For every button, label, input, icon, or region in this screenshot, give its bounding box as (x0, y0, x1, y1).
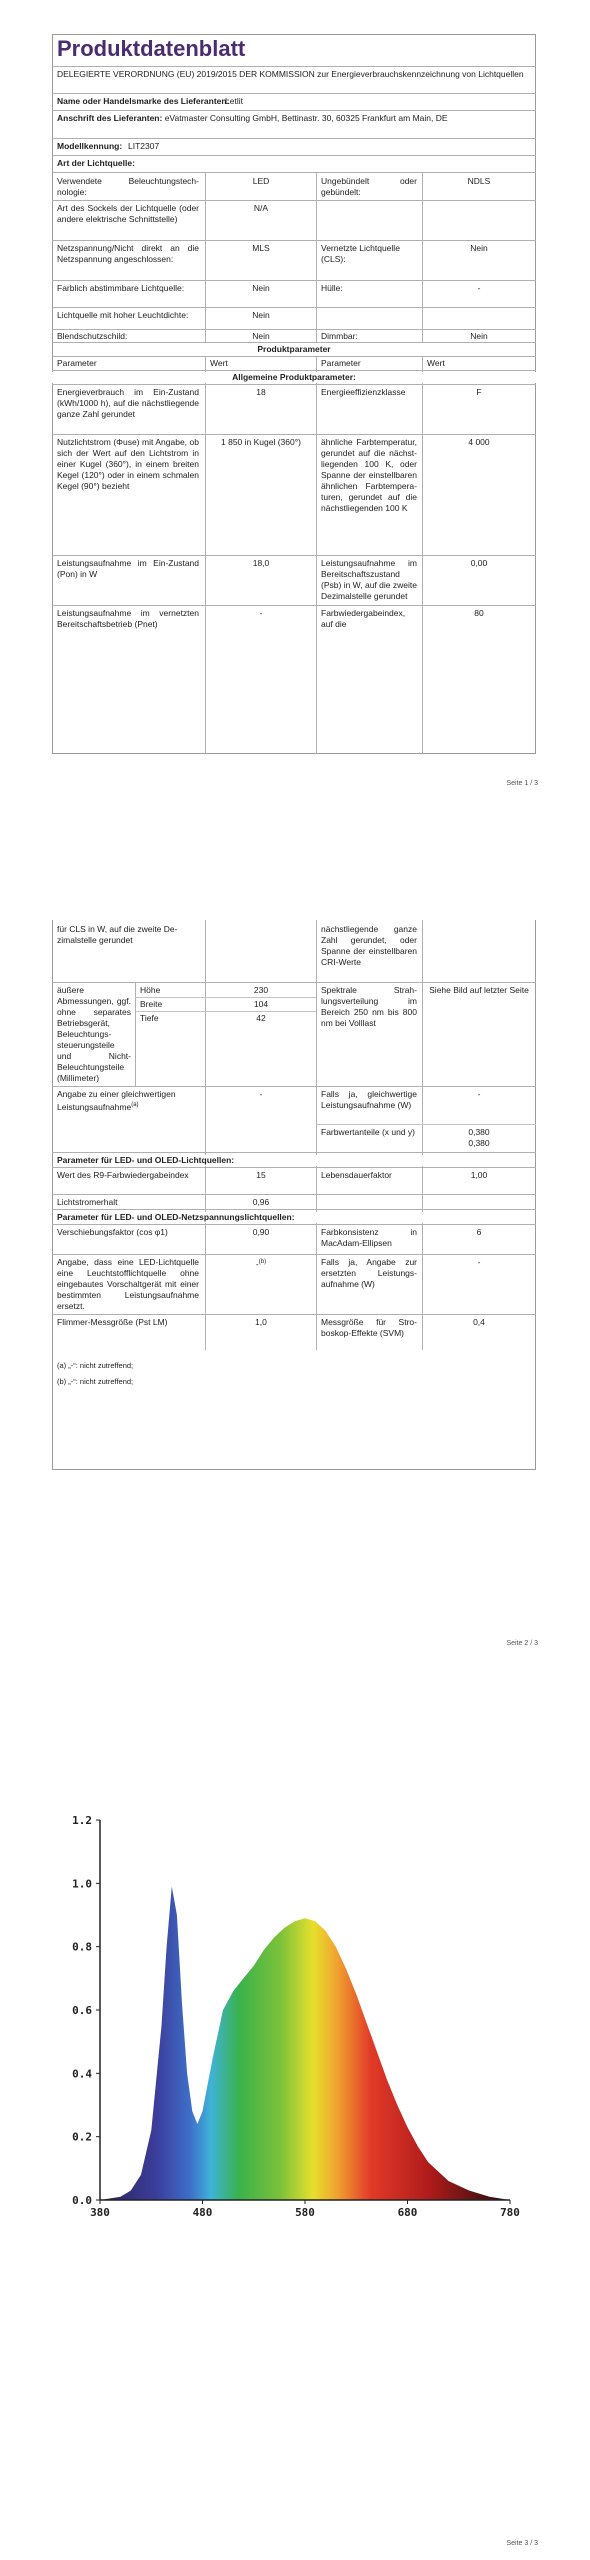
replacement-r-label: Falls ja, Angabe zur ersetzten Leistungsaufnahme (W) (321, 1257, 417, 1289)
lumen-maint-label: Lichtstromerhalt (57, 1197, 118, 1207)
svm-label: Messgröße für Stroboskop-Effekte (SVM) (321, 1317, 417, 1338)
colour-consistency-label: Farbkonsistenz in MacAdam-Ellipsen (321, 1227, 417, 1248)
plot-area (100, 1887, 510, 2201)
supplier-name: Letlit (225, 96, 243, 106)
flicker-value: 1,0 (255, 1317, 267, 1327)
colour-consistency-value: 6 (476, 1227, 482, 1237)
energy-value: 18 (256, 387, 266, 397)
spectrum-area (100, 1887, 510, 2201)
page-number-1: Seite 1 / 3 (506, 780, 538, 787)
svm-value: 0,4 (473, 1317, 485, 1327)
cct-value: 4 000 (468, 437, 490, 447)
x-tick-label: 480 (192, 2206, 213, 2219)
dim-width-label: Breite (140, 999, 163, 1009)
y-tick-label: 0.2 (72, 2130, 92, 2144)
cls-value: Nein (470, 243, 488, 253)
mains-label: Netzspannung/Nicht direkt an die Netzspannung angeschlossen: (57, 243, 199, 264)
pf-value: 0,90 (252, 1227, 270, 1237)
r9-label: Wert des R9-Farbwiedergabeindex (57, 1170, 189, 1180)
led-header: Parameter für LED- und OLED-Lichtquellen: (57, 1155, 527, 1166)
mains-header: Parameter für LED- und OLED-Netzspannungslichtquellen: (57, 1212, 527, 1223)
x-tick-label: 680 (397, 2206, 418, 2219)
equiv-power-value: - (259, 1089, 263, 1099)
type-label: Art der Lichtquelle: (57, 158, 135, 168)
cap-value: N/A (253, 203, 269, 213)
tunable-value: Nein (252, 283, 270, 293)
dim-height-label: Höhe (140, 985, 161, 995)
dimmable-value: Nein (470, 331, 488, 341)
y-tick-label: 1.2 (72, 1814, 92, 1827)
flicker-label: Flimmer-Messgröße (Pst LM) (57, 1317, 168, 1327)
x-tick-label: 380 (90, 2206, 110, 2219)
energy-label: Energieverbrauch im Ein-Zustand (kWh/1000 h), auf die nächstliegende ganze Zahl gerundet (57, 387, 199, 419)
pnet-label: Leistungsaufnahme im vernetzten Bereitschaftsbetrieb (Pnet) (57, 608, 199, 629)
y-tick-label: 0.0 (72, 2194, 92, 2207)
y-tick-label: 0.6 (72, 2004, 92, 2017)
equiv-power-r-value: - (477, 1089, 481, 1099)
beam-value: NDLS (467, 176, 491, 186)
page-title: Produktdatenblatt (57, 36, 246, 61)
params-header: Produktparameter (257, 344, 331, 354)
y-tick-label: 0.8 (72, 1940, 92, 1954)
col-value-2: Wert (427, 358, 445, 368)
dim-depth-label: Tiefe (140, 1013, 159, 1023)
cri-label-cont: nächstliegende ganze Zahl gerundet, oder Spanne der einstellbaren CRI-Werte (321, 924, 417, 967)
cri-label: Farbwiedergabeindex, auf die (321, 608, 406, 629)
high-luminance-label: Lichtquelle mit hoher Leuchtdichte: (57, 310, 189, 320)
high-luminance-value: Nein (252, 310, 270, 320)
pnet-value: - (259, 608, 263, 618)
pon-value: 18,0 (252, 558, 270, 568)
survival-value: 1,00 (470, 1170, 488, 1180)
supplier-address-line (57, 113, 527, 124)
replacement-label: Angabe, dass eine LED-Lichtquelle eine Leuchtstofflichtquelle ohne eingebautes Vorschaltgerät mit einer bestimmten Leistungsaufnahme ersetzt. (57, 1257, 199, 1311)
chroma-label: Farbwertanteile (x und y) (321, 1127, 416, 1137)
spectral-value: Siehe Bild auf letzter Seite (429, 985, 529, 995)
envelope-label: Hülle: (321, 283, 343, 293)
footnote-b: (b) „-“: nicht zutreffend; (57, 1377, 134, 1386)
cri-value: 80 (474, 608, 484, 618)
flux-value: 1 850 in Kugel (360°) (221, 437, 301, 447)
supplier-name-label: Name oder Handelsmarke des Lieferanten: (57, 96, 230, 106)
antiglare-label: Blendschutzschild: (57, 331, 128, 341)
col-param-1: Parameter (57, 358, 97, 368)
survival-label: Lebensdauerfaktor (321, 1170, 392, 1180)
tunable-label: Farblich abstimmbare Lichtquelle: (57, 283, 185, 293)
lumen-maint-value: 0,96 (252, 1197, 270, 1207)
x-tick-label: 780 (500, 2206, 520, 2219)
psb-label: Leistungsaufnahme im Bereitschaftszustand (Psb) in W, auf die zweite Dezimalstelle gerundet (321, 558, 417, 601)
supplier-address: eVatmaster Consulting GmbH, Bettinastr. 30, 60325 Frankfurt am Main, DE (164, 113, 448, 123)
antiglare-value: Nein (252, 331, 270, 341)
col-param-2: Parameter (321, 358, 361, 368)
equiv-power-r-label: Falls ja, gleichwertige Leistungsaufnahme (W) (321, 1089, 417, 1110)
mains-value: MLS (252, 243, 270, 253)
cap-label: Art des Sockels der Lichtquelle (oder andere elektrische Schnittstelle) (57, 203, 199, 224)
y-tick-label: 0.4 (72, 2067, 92, 2081)
dimensions-label: äußere Abmessungen, ggf. ohne separates Betriebsgerät, Beleuchtungssteuerungsteile und Nicht-Beleuchtungsteile (Millimeter) (57, 985, 131, 1083)
efficiency-class-label: Energieeffizienzklasse (321, 387, 406, 397)
model-id: LIT2307 (128, 141, 160, 151)
page-number-3: Seite 3 / 3 (506, 2540, 538, 2547)
supplier-address-label: Anschrift des Lieferanten: (57, 113, 163, 123)
footnote-a: (a) „-“: nicht zutreffend; (57, 1361, 134, 1370)
envelope-value: - (477, 283, 481, 293)
dim-height-value: 230 (253, 985, 269, 995)
r9-value: 15 (256, 1170, 266, 1180)
dimmable-label: Dimmbar: (321, 331, 358, 341)
regulation-text: DELEGIERTE VERORDNUNG (EU) 2019/2015 DER KOMMISSION zur Energieverbrauchskennzeichnung von Lichtquellen (57, 69, 524, 79)
tech-value: LED (252, 176, 270, 186)
dim-width-value: 104 (253, 999, 269, 1009)
col-value-1: Wert (210, 358, 228, 368)
spectral-label: Spektrale Strahlungsverteilung im Bereich 250 nm bis 800 nm bei Volllast (321, 985, 417, 1028)
chroma-y: 0,380 (468, 1138, 490, 1148)
pnet-label-cont: für CLS in W, auf die zweite Dezimalstelle gerundet (57, 924, 178, 945)
cls-label: Vernetzte Lichtquelle (CLS): (321, 243, 400, 264)
x-tick-label: 580 (295, 2206, 315, 2219)
spectral-distribution-chart (60, 1800, 540, 2220)
replacement-value: -$^{(b)}$ (255, 1258, 267, 1269)
tech-label: Verwendete Beleuchtungstechnologie: (57, 176, 199, 197)
efficiency-class-value: F (476, 387, 482, 397)
cct-label: ähnliche Farbtemperatur, gerundet auf die nächstliegenden 100 K, oder Spanne der einstellbaren ähnlichen Farbtemperaturen, gerundet auf die nächstliegenden 100 K (321, 437, 417, 513)
general-header: Allgemeine Produktparameter: (52, 372, 536, 383)
flux-label: Nutzlichtstrom (Φuse) mit Angabe, ob sich der Wert auf den Lichtstrom in einer Kugel (360°), in einem breiten Kegel (120°) oder in einem schmalen Kegel (90°) bezieht (57, 437, 199, 491)
equiv-power-label: Angabe zu einer gleichwertigen Leistungsaufnahme$^{(a)}$ (57, 1089, 176, 1112)
beam-label: Ungebündelt oder gebündelt: (321, 176, 417, 197)
pon-label: Leistungsaufnahme im Ein-Zustand (Pon) in W (57, 558, 199, 579)
model-label: Modellkennung: (57, 141, 123, 151)
y-tick-label: 1.0 (72, 1877, 92, 1891)
dim-depth-value: 42 (256, 1013, 266, 1023)
pf-label: Verschiebungsfaktor (cos φ1) (57, 1227, 168, 1237)
chroma-x: 0,380 (468, 1127, 490, 1137)
page-number-2: Seite 2 / 3 (506, 1640, 538, 1647)
replacement-r-value: - (477, 1257, 481, 1267)
psb-value: 0,00 (470, 558, 488, 568)
